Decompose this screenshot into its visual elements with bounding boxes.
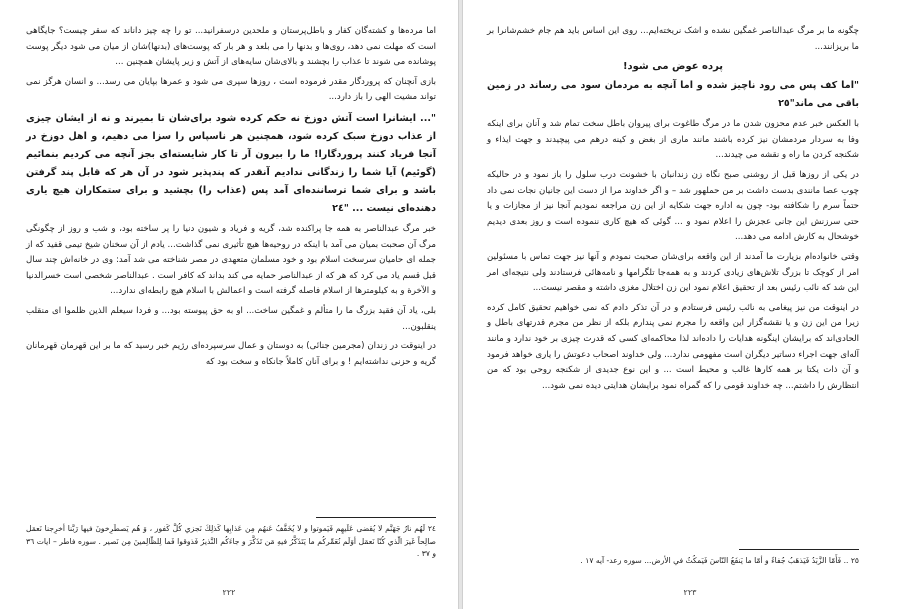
section-heading: پرده عوض می شود! (622, 61, 724, 73)
footnote-separator (316, 517, 436, 518)
left-page (0, 0, 458, 609)
footnote-block (26, 517, 436, 561)
page-number: ۲۲۲ (222, 588, 236, 597)
paragraph: در یکی از روزها قبل از روشنی صبح نگاه زن زندانبان با خشونت درب سلول را باز نمود و در حالیکه چوب عصا مانندی بدست داشت بر من حملهور شد – و اگر خداوند مرا از دست این جانیان نجات نمی داد حتماً سرم را شکافته بود- چون به اداره جهت شکایه از این زن مراجعه نمودیم آنجا نیز از مجازات و یا حتی سرزنش این جانی عجزش را اعلام نمود و ... گوئی که هیچ کاری ننموده است و روز بعدی دیدیم خوشحال به کارش ادامه می دهد... (487, 169, 859, 243)
quran-quote: "... ایشانرا است آتش دوزخ نه حکم کرده شود برای‌شان تا بمیرند و نه از ایشان چیزی از عذاب دوزخ سبک کرده شود، همچنین هر ناسپاس را سزا می دهیم، و اهل دوزخ در آنجا فریاد کنند پروردگارا! ما را بیرون آر تا کار شایسته‌ای بجز آنچه می کردیم بنمائیم (گوئیم) آیا شما را زندگانی ندادیم آنقدر که پندپذیر شود در آن هر که قابل پند گرفتن باشد و برای شما ترساننده‌ای آمد پس (عذاب را) بچشید و برای ستمکاران هیچ یاری دهنده‌ای نیست ... "٢٤ (26, 112, 436, 214)
paragraph: در اینوقت در زندان (مجرمین جنائی) به دوستان و عمال سرسپرده‌ای رژیم خبر رسید که ما بر این قهرمان قهرمانان گریه و حزنی نداشته‌ایم ! و برای آنان کاملاً جانکاه و سخت بود که (26, 341, 436, 367)
footnote-block (487, 549, 859, 568)
paragraph: خبر مرگ عبدالناصر به همه جا پراکنده شد، گریه و فریاد و شیون دنیا را پر ساخته بود، و شب و روز از چگونگی مرگ آن صحبت بمیان می آمد با اینکه در روحیه‌ها هیچ تأثیری نمی گذاشت... یادم از آن سخنان شیخ تیمی قفید که از جمله ای حامیان سرسخت اسلام بود و خود مسلمان متعهدی در مصر شناخته می شد آمد: وی در خانه‌اش چند سال قبل قسم یاد می کرد که هر که از عبدالناصر حمایه می کند بداند که کافر است . عبدالناصر شخصی است خسرالدنیا و الآخرة و به کیلومترها از اسلام فاصله گرفته است و اعمالش با اسلام هیچ رابطه‌ای ندارد... (26, 223, 436, 297)
paragraph: در اینوقت من نیز پیغامی به نائب رئیس فرستادم و در آن تذکر دادم که نمی خواهیم تحقیق کامل کرده زیرا من این زن و یا نقشه‌گزار این واقعه را مجرم نمی پندارم بلکه از نظر من مجرم قدرتهای باطل و الحادی‌اند که برایشان اینگونه هدایات را داده‌اند لذا محاکمه‌ای کسی که قدرت چیزی بر خود ندارد و مانند آله‌ای جهت اجراء دساتیر دیگران است مفهومی ندارد... ولی خداوند اصحاب دعوتش را یاری خواهد فرمود و آن ذات یکتا بر همه کارها غالب و محیط است ... و این نوع جدیدی از شکنجه روحی بود که من انتظارش را داشتم... چه خداوند قومی را که گمراه نمود برایشان هدایتی دیده نمی شود... (487, 302, 859, 391)
paragraph: بازی آنچنان که پروردگار مقدر فرموده است ، روزها سپری می شود و عمرها بپایان می رسد... و انسان هرگز نمی تواند مشیت الهی را باز دارد... (26, 76, 436, 103)
paragraph: وقتی خانواده‌ام بزیارت ما آمدند از این واقعه برای‌شان صحبت نمودم و آنها نیز جهت تماس با مسئولین امر از کوچک تا بزرگ تلاش‌های زیادی کردند و به همه‌جا تلگرامها و نامه‌هائی فرستادند ولی نتیجه‌ای امر این شد که نائب رئیس بعد از تحقیق اعلام نمود این زن اختلال مغزی داشته و مقصر نیست... (487, 251, 859, 294)
paragraph: چگونه ما بر مرگ عبدالناصر غمگین نشده و اشک نریخته‌ایم... روی این اساس باید هم جام خشم‌شانرا بر ما بریزانند... (487, 26, 859, 52)
paragraph: اما مرده‌ها و کشته‌گان کفار و باطل‌پرستان و ملحدین درسفرانید... تو را چه چیز داناند که سقر چیست؟ جایگاهی است که مهلت نمی دهد، روی‌ها و بدنها را می بلعد و هر بار که پوست‌های (بدنها)شان از میان می شود دیگر پوست پوشانده می شوند تا عذاب را بچشند و بالای‌شان سایه‌های از آتش و زیر پایشان همچنین ... (26, 26, 436, 68)
paragraph: بلی، یاد آن فقید بزرگ ما را متألم و غمگین ساخت... او به حق پیوسته بود... و فردا سیعلم الذین ظلموا ای منقلب ینقلبون... (26, 305, 436, 332)
footnote: ٢٤ لَهُم نارُ جَهَنَّم لا يُقضى عَلَيهِم فَيَموتوا و لا يُخَفَّفُ عَنهُم مِن عَذابِها كَذلِكَ نَجزي كُلَّ كَفور ، وَ هُم يَصطَرِخونَ فيها رَبَّنا أخرِجنا نَعمَل صالِحاً غَيرَ الّذي كُنّا نَعمَل أوَلَم نُعَمِّركُم ما يَتَذَكَّرُ فيهِ مَن تَذَكَّرَ و جاءَكُم النَّذيرُ فَذوقوا فَما لِلظّالِمينَ مِن نَصير . سوره فاطر – ایات ٣٦ و ٣٧ . (26, 524, 436, 558)
quran-quote: "اما کف پس می رود ناچیز شده و اما آنچه به مردمان سود می رساند در زمین باقی می ماند"٢٥ (487, 80, 859, 110)
right-page (463, 0, 917, 609)
paragraph: با العکس خبر عدم محزون شدن ما در مرگ طاغوت برای پیروان باطل سخت تمام شد و آنان برای اینکه وفا به سردار مردمشان نیز کرده باشند مانند ماری از بغض و کینه درهم می پیچیدند و جهت ایذاء و شکنجه کردن ما راه و نقشه می چیدند... (487, 119, 859, 161)
footnote: ٢٥ .. فَأَمّا الزَّبَدُ فَيَذهَبُ جُفاءً و أمّا ما يَنفَعُ النّاسَ فَيَمكُثُ في الأرض... سوره رعد- آیه ١٧ . (580, 556, 859, 565)
page-number: ۲۲۳ (683, 588, 697, 597)
footnote-separator (739, 549, 859, 550)
